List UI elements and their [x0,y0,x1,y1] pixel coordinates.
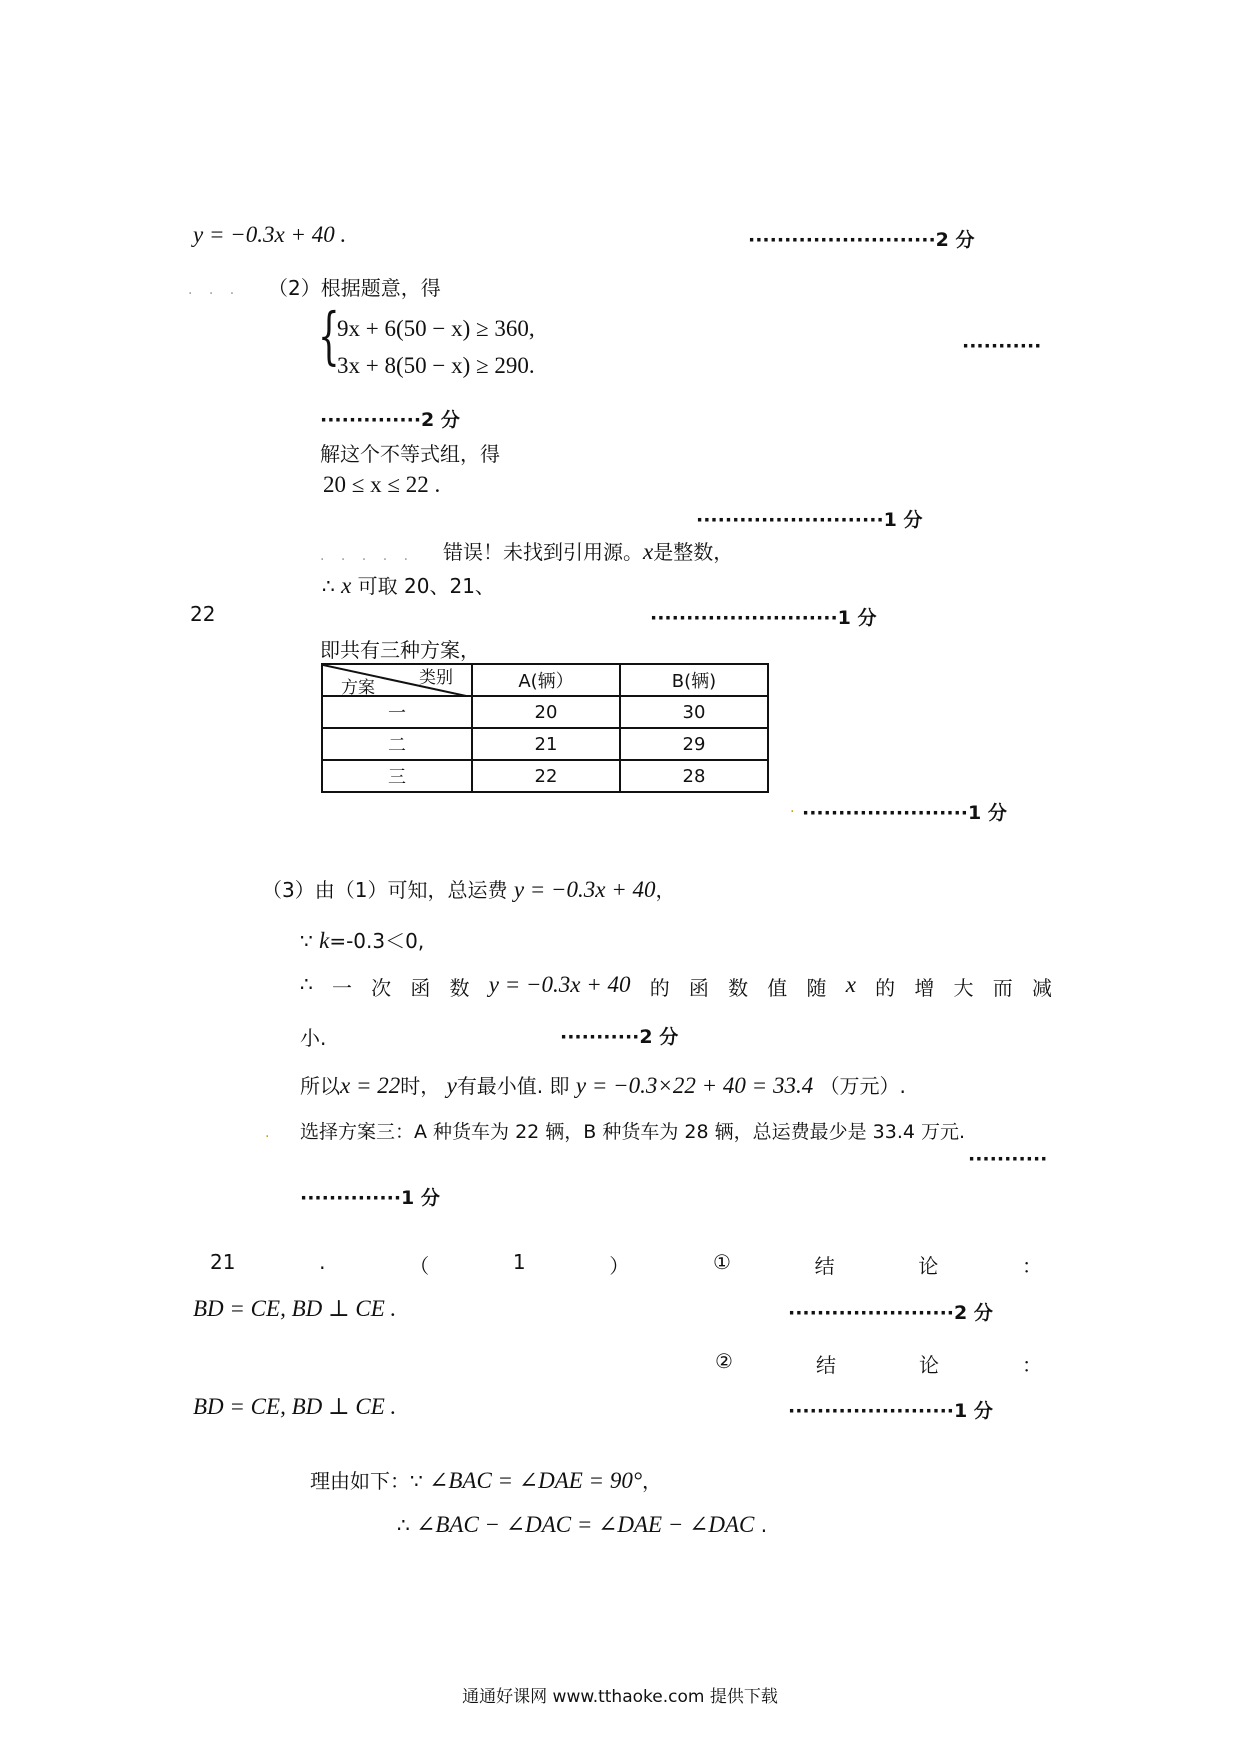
fn-word: 次 [371,976,392,1000]
plan-table [321,663,769,793]
fn-word: 数 [449,976,470,1000]
score-dots: ··········· [962,335,1042,357]
q21-token: ② [715,1349,733,1373]
conclusion-2: BD = CE, BD ⊥ CE . [193,1394,397,1419]
table-row [322,728,768,760]
system-brace: { [318,299,340,372]
fn-word: 而 [992,976,1013,1000]
score-dots: ··········· [968,1148,1048,1170]
q21-number: 21 [210,1250,236,1274]
reason-equation: ∠BAC = ∠DAE = 90° [429,1468,643,1493]
fn-word: 函 [688,976,709,1000]
total-cost-equation: y = −0.3x + 40 [513,877,656,902]
solve-text: 解这个不等式组，得 [320,442,500,466]
fn-word: 值 [767,976,788,1000]
q21-row-1 [210,1250,1042,1279]
header-col-b: B(辆) [620,664,768,696]
q21-row-2 [715,1349,1042,1378]
fn-word: ∴ [300,972,313,996]
deduce-symbol: ∴ [397,1513,410,1537]
fn-equation: y = −0.3x + 40 [488,972,631,997]
footer-text: 通通好课网 www.tthaoke.com 提供下载 [462,1687,778,1707]
q21-token: 结 [814,1254,835,1278]
reason-text: 理由如下：∵ [310,1469,423,1493]
q21-token: ① [712,1250,731,1274]
b-cell: 30 [620,696,768,728]
score-marker: ··························1 分 [650,607,877,629]
var-x: x [341,573,352,598]
function-line [300,972,1052,1001]
comma: ， [655,878,676,902]
reason-end: ， [642,1469,663,1493]
part-3-intro [262,874,676,903]
q21-token: 1 [512,1250,526,1274]
fn-word: 一 [331,976,352,1000]
score-marker: ·······················1 分 [788,1400,993,1422]
q21-token: 论 [918,1353,939,1377]
q21-token: 结 [815,1353,836,1377]
a-cell: 20 [472,696,620,728]
part-2-label: （2）根据题意，得 [268,276,441,300]
min-text: 有最小值. 即 [456,1074,570,1098]
conclusion-1: BD = CE, BD ⊥ CE . [193,1296,397,1321]
plan-cell: 二 [322,728,472,760]
fn-word: 大 [953,976,974,1000]
table-row [322,760,768,792]
q21-token: ： [1021,1254,1042,1278]
minimum-line [300,1070,906,1099]
inequality-2: 3x + 8(50 − x) ≥ 290. [337,353,535,378]
table-header-row [322,664,768,696]
faint-dots: . . . [188,282,241,298]
q21-token: ： [1021,1353,1042,1377]
score-marker: ··························1 分 [696,509,923,531]
b-cell: 29 [620,728,768,760]
fn-word: 减 [1031,976,1052,1000]
q21-token: （ [409,1254,430,1278]
fn-end: 小. [300,1026,327,1050]
score-marker: ·······················2 分 [788,1302,993,1324]
fn-word: 的 [875,976,896,1000]
fn-word: 的 [649,976,670,1000]
plan-cell: 三 [322,760,472,792]
inequality-1: 9x + 6(50 − x) ≥ 360, [337,316,535,341]
score-marker: ···········2 分 [560,1026,679,1048]
var-y: y [446,1073,457,1098]
fn-var-x: x [845,972,856,997]
score-marker: ·······················1 分 [802,802,1007,824]
because-text: =-0.3＜0, [329,929,425,953]
var-k: k [319,928,330,953]
integer-text: 是整数， [653,540,734,564]
header-col-a: A(辆） [472,664,620,696]
because-line [300,925,424,954]
q21-token: 论 [918,1254,939,1278]
reference-error [443,536,733,565]
therefore-text: 可取 20、21、 [357,574,495,598]
fn-word: 随 [806,976,827,1000]
solve-result: 20 ≤ x ≤ 22 . [323,472,441,497]
therefore-line [322,570,495,599]
min-unit: （万元）. [819,1074,906,1098]
plan-cell: 一 [322,696,472,728]
b-cell: 28 [620,760,768,792]
fn-word: 增 [914,976,935,1000]
header-plan: 方案 [341,678,375,698]
min-pre: 所以 [300,1074,340,1098]
deduce-line [397,1512,767,1538]
reason-line [310,1465,662,1494]
header-category: 类别 [419,668,453,688]
error-text: 错误！未找到引用源。 [443,540,643,564]
equation-y: y = −0.3x + 40 . [193,222,347,247]
var-x: x [643,539,654,564]
score-marker: ··························2 分 [748,229,975,251]
fn-word: 函 [410,976,431,1000]
deduce-equation: ∠BAC − ∠DAC = ∠DAE − ∠DAC [416,1512,755,1537]
min-calc: y = −0.3×22 + 40 = 33.4 [575,1073,814,1098]
q21-token: . [319,1250,326,1274]
a-cell: 22 [472,760,620,792]
a-cell: 21 [472,728,620,760]
table-row [322,696,768,728]
header-diagonal-cell [322,664,472,696]
side-number: 22 [190,602,216,626]
part-3-text: （3）由（1）可知，总运费 [262,878,508,902]
plans-intro: 即共有三种方案， [320,638,480,662]
score-marker: ··············2 分 [320,409,460,431]
q21-token: ） [609,1254,630,1278]
because-symbol: ∵ [300,929,313,953]
faint-mark: . [790,800,795,816]
min-eq: x = 22 [340,1073,401,1098]
faint-mark: . [265,1125,270,1141]
score-marker: ··············1 分 [300,1187,440,1209]
therefore-symbol: ∴ [322,574,335,598]
fn-word: 数 [728,976,749,1000]
faint-dots: . . . . . [320,548,415,564]
deduce-end: . [760,1513,768,1537]
min-mid: 时， [400,1074,441,1098]
choose-plan: 选择方案三：A 种货车为 22 辆，B 种货车为 28 辆，总运费最少是 33.4 万元. [300,1121,966,1143]
